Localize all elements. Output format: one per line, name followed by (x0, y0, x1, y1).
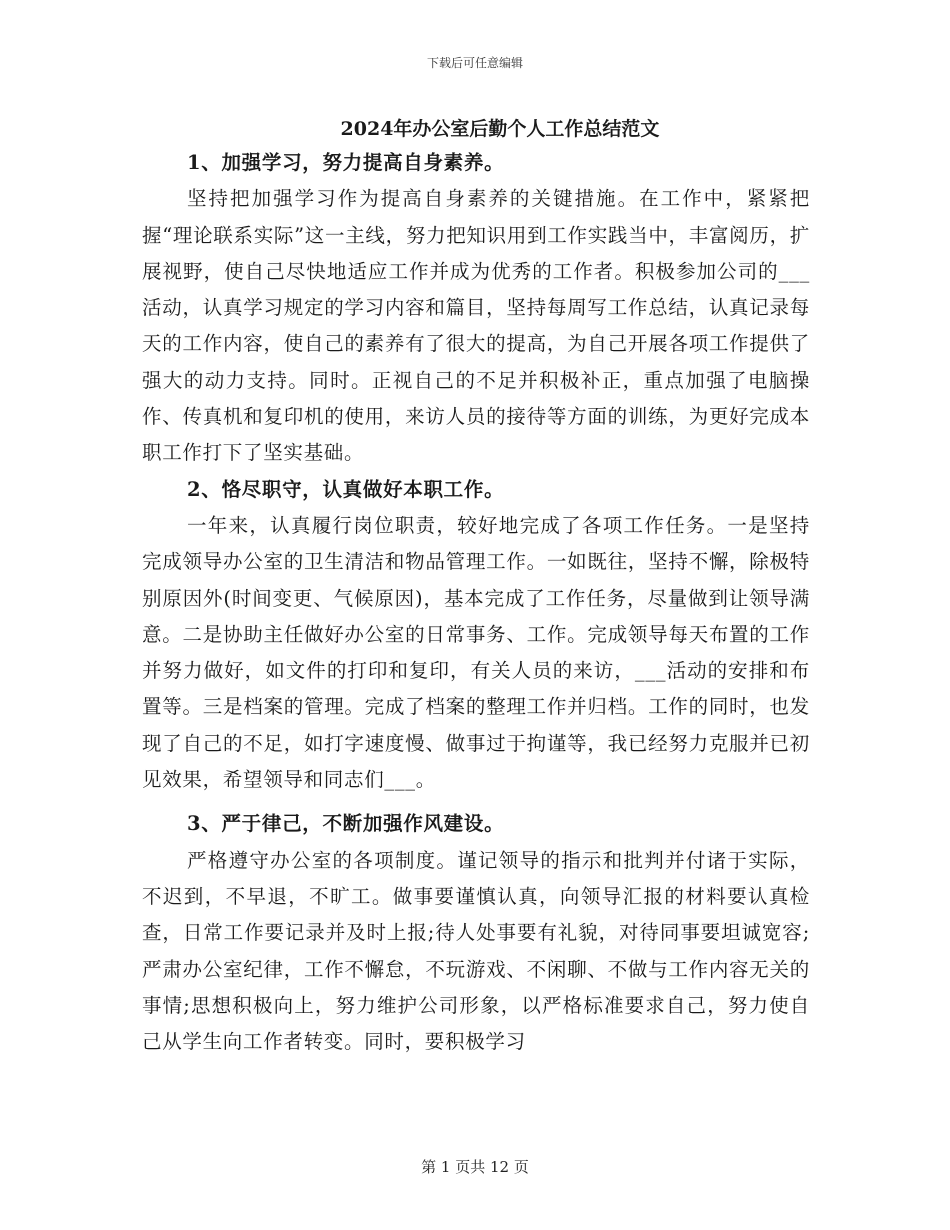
document-body (142, 145, 810, 1060)
section-heading-1: 1、加强学习，努力提高自身素养。 (187, 151, 505, 174)
section-paragraph-3: 严格遵守办公室的各项制度。谨记领导的指示和批判并付诸于实际，不迟到，不早退，不旷工。做事要谨慎认真，向领导汇报的材料要认真检查，日常工作要记录并及时上报;待人处事要有礼貌，对待同事要坦诚宽容;严肃办公室纪律，工作不懈怠，不玩游戏、不闲聊、不做与工作内容无关的事情;思想积极向上，努力维护公司形象，以严格标准要求自己，努力使自己从学生向工作者转变。同时，要积极学习 (142, 848, 810, 1054)
document-title: 2024年办公室后勤个人工作总结范文 (340, 118, 660, 140)
section-paragraph-1: 坚持把加强学习作为提高自身素养的关键措施。在工作中，紧紧把握“理论联系实际”这一主线，努力把知识用到工作实践当中，丰富阅历，扩展视野，使自己尽快地适应工作并成为优秀的工作者。积极参加公司的___活动，认真学习规定的学习内容和篇目，坚持每周写工作总结，认真记录每天的工作内容，使自己的素养有了很大的提高，为自己开展各项工作提供了强大的动力支持。同时。正视自己的不足并积极补正，重点加强了电脑操作、传真机和复印机的使用，来访人员的接待等方面的训练，为更好完成本职工作打下了坚实基础。 (142, 187, 810, 465)
section-heading-3: 3、严于律己，不断加强作风建设。 (187, 812, 505, 836)
page-number-footer: 第 1 页共 12 页 (421, 1158, 529, 1176)
page-header-note: 下载后可任意编辑 (426, 56, 523, 70)
section-paragraph-2: 一年来，认真履行岗位职责，较好地完成了各项工作任务。一是坚持完成领导办公室的卫生清洁和物品管理工作。一如既往，坚持不懈，除极特别原因外(时间变更、气候原因)，基本完成了工作任务，尽量做到让领导满意。二是协助主任做好办公室的日常事务、工作。完成领导每天布置的工作并努力做好，如文件的打印和复印，有关人员的来访，___活动的安排和布置等。三是档案的管理。完成了档案的整理工作并归档。工作的同时，也发现了自己的不足，如打字速度慢、做事过于拘谨等，我已经努力克服并已初见效果，希望领导和同志们___。 (142, 513, 810, 792)
section-heading-2: 2、恪尽职守，认真做好本职工作。 (187, 477, 505, 501)
